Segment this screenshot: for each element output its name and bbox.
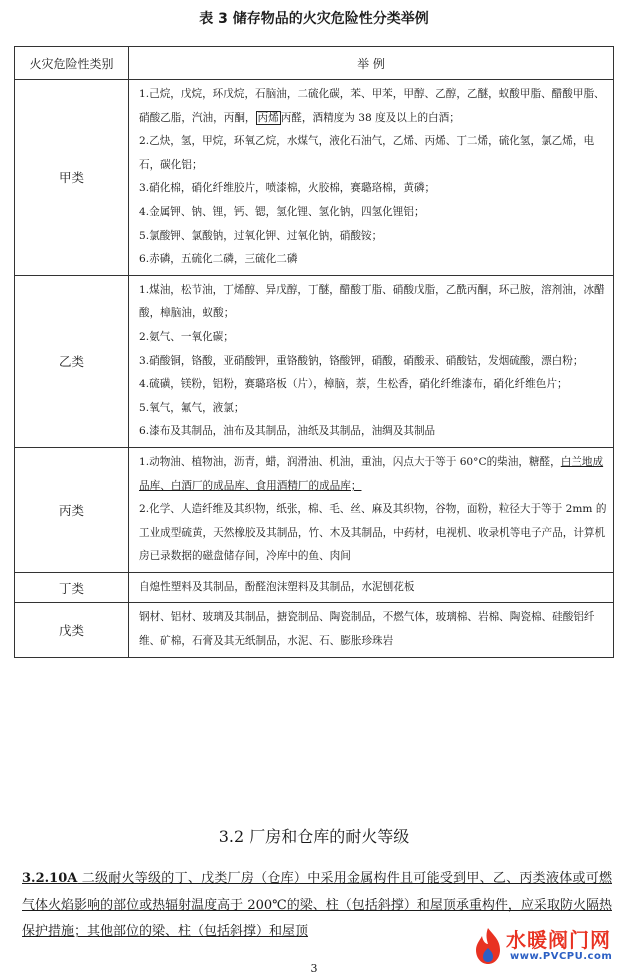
section-title: 3.2 厂房和仓库的耐火等级 bbox=[218, 827, 410, 846]
examples-cell bbox=[129, 80, 614, 276]
list-item: 2.乙炔，氢，甲烷，环氧乙烷，水煤气，液化石油气，乙烯、丙烯、丁二烯，硫化氢，氯乙烯，电石，碳化铝； bbox=[139, 135, 595, 171]
list-item: 钢材、铝材、玻璃及其制品，搪瓷制品、陶瓷制品，不燃气体，玻璃棉、岩棉、陶瓷棉、硅酸铝纤维、矿棉，石膏及其无纸制品，水泥、石、膨胀珍珠岩 bbox=[139, 611, 595, 648]
table-row bbox=[15, 572, 614, 603]
table-row bbox=[15, 80, 614, 276]
hazard-table bbox=[14, 46, 614, 658]
examples-cell bbox=[129, 603, 614, 657]
list-item: 3.硝化棉，硝化纤维胶片，喷漆棉，火胶棉，赛璐珞棉，黄磷； bbox=[139, 182, 436, 195]
list-item: 1.己烷，戊烷，环戊烷，石脑油，二硫化碳，苯、甲苯，甲醇、乙醇，乙醚，蚁酸甲脂、醋酸甲脂、硝酸乙脂，汽油，丙酮， 丙烯 丙醛，酒精度为 38 度及以上的白酒； bbox=[139, 88, 605, 124]
table-title: 表 3 储存物品的火灾危险性分类举例 bbox=[199, 11, 429, 27]
list-item: 6.赤磷，五硫化二磷，三硫化二磷 bbox=[139, 253, 298, 266]
clause-number: 3.2.10A bbox=[22, 871, 78, 886]
list-item: 3.硝酸铜，铬酸，亚硝酸钾，重铬酸钠，铬酸钾，硝酸，硝酸汞、硝酸钴，发烟硫酸，漂白粉； bbox=[139, 354, 584, 367]
category-cell: 戊类 bbox=[15, 603, 129, 657]
flame-logo-icon bbox=[470, 926, 506, 966]
table-row bbox=[15, 275, 614, 447]
watermark bbox=[470, 924, 622, 974]
table-row bbox=[15, 447, 614, 572]
category-cell: 乙类 bbox=[15, 275, 129, 447]
clause-text: 二级耐火等级的丁、戊类厂房（仓库）中采用金属构件且可能受到甲、乙、丙类液体或可燃气体火焰影响的部位或热辐射温度高于 200℃的梁、柱（包括斜撑）和屋顶承重构件，应采取防火隔热保护措施；其他部位的梁、柱（包括斜撑）和屋顶 bbox=[22, 871, 612, 939]
underlined-text: 白兰地成品库、白酒厂的成品库、食用酒精厂的成品库； bbox=[139, 455, 604, 492]
examples-cell bbox=[129, 447, 614, 572]
list-item: 5.氧气，氟气，液氯； bbox=[139, 401, 245, 414]
list-item: 1.动物油、植物油，沥青，蜡，润滑油、机油，重油，闪点大于等于 60°C的柴油，糖醛，白兰地成品库、白酒厂的成品库、食用酒精厂的成品库； bbox=[139, 455, 604, 492]
examples-cell bbox=[129, 572, 614, 603]
table-header-row bbox=[15, 47, 614, 80]
category-cell: 甲类 bbox=[15, 80, 129, 276]
list-item: 2.化学、人造纤维及其织物，纸张，棉、毛、丝、麻及其织物，谷物，面粉，粒径大于等于 2mm 的工业成型硫黄，天然橡胶及其制品，竹、木及其制品，中药材，电视机、收录机等电子产品，计算机房已录数据的磁盘储存间，冷库中的鱼、肉间 bbox=[139, 503, 607, 563]
header-examples: 举 例 bbox=[129, 47, 614, 80]
boxed-term: 丙烯 bbox=[257, 111, 279, 124]
category-cell: 丙类 bbox=[15, 447, 129, 572]
list-item: 4.金属钾、钠、锂，钙、锶，氢化锂、氢化钠，四氢化锂铝； bbox=[139, 205, 425, 218]
watermark-url: www.PVCPU.com bbox=[510, 951, 613, 962]
list-item: 6.漆布及其制品，油布及其制品，油纸及其制品，油绸及其制品 bbox=[139, 425, 436, 438]
category-cell: 丁类 bbox=[15, 572, 129, 603]
watermark-brand: 水暖阀门网 bbox=[506, 928, 611, 952]
list-item: 1.煤油，松节油，丁烯醇、异戊醇，丁醚，醋酸丁脂、硝酸戊脂，乙酰丙酮，环己胺，溶剂油，冰醋酸，樟脑油，蚁酸； bbox=[139, 283, 605, 320]
list-item: 5.氯酸钾、氯酸钠，过氧化钾、过氧化钠，硝酸铵； bbox=[139, 229, 383, 242]
page-number: 3 bbox=[310, 962, 318, 975]
header-category: 火灾危险性类别 bbox=[15, 47, 129, 80]
list-item: 2.氨气、一氧化碳； bbox=[139, 330, 234, 343]
examples-cell bbox=[129, 275, 614, 447]
list-item: 4.硫磺，镁粉，铝粉，赛璐珞板（片），樟脑，萘，生松香，硝化纤维漆布，硝化纤维色片； bbox=[139, 378, 568, 391]
table-row bbox=[15, 603, 614, 657]
list-item: 自熄性塑料及其制品，酚醛泡沫塑料及其制品，水泥刨花板 bbox=[139, 580, 415, 593]
